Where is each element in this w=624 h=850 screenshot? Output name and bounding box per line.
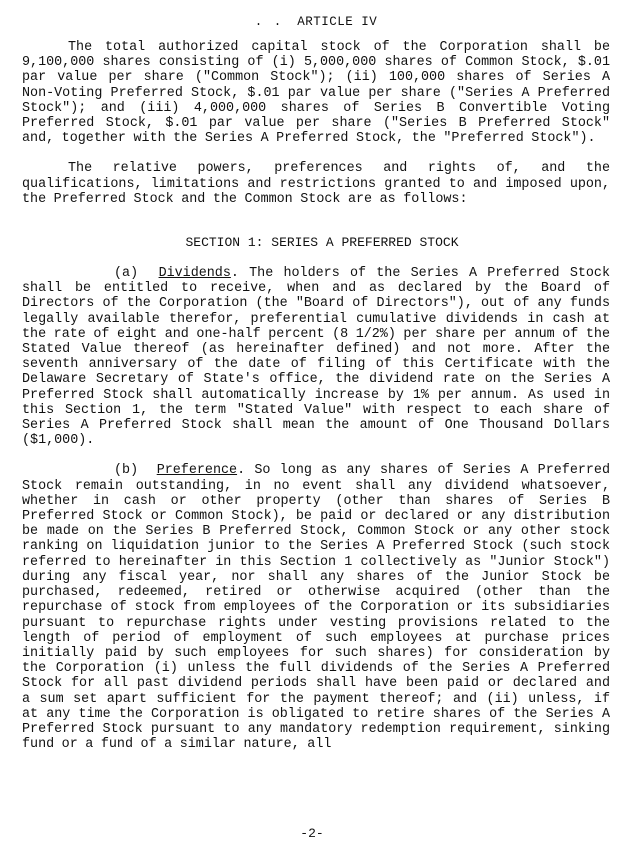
preference-label: (b)	[114, 463, 139, 479]
relative-powers-paragraph: The relative powers, preferences and rights of, and the qualifications, limitations and restrictions granted to and imposed upon, the Preferred Stock and the Common Stock are as follows:	[22, 161, 610, 207]
scan-marks: . .	[254, 15, 284, 29]
dividends-paragraph	[22, 266, 610, 448]
preference-text: . So long as any shares of Series A Preferred Stock remain outstanding, in no event shall any dividend whatsoever, whether in cash or other property (other than shares of Series B Preferred Stock or Common Stock), be paid or declared or any distribution be made on the Series B Preferred Stock, Common Stock or any other stock ranking on liquidation junior to the Series A Preferred Stock (such stock referred to hereinafter in this Section 1 collectively as "Junior Stock") during any fiscal year, nor shall any shares of the Junior Stock be purchased, redeemed, retired or otherwise acquired (other than the repurchase of stock from employees of the Corporation or its subsidiaries pursuant to repurchase rights under vesting provisions related to the length of period of employment of such employees at purchase prices initially paid by such employees for such shares) for consideration by the Corporation (i) unless the full dividends of the Series A Preferred Stock for all past dividend periods shall have been paid or declared and a sum set apart sufficient for the payment thereof; and (ii) unless, if at any time the Corporation is obligated to retire shares of the Series A Preferred Stock pursuant to any mandatory redemption requirement, sinking fund or a fund of a similar nature, all	[22, 463, 610, 753]
preference-heading: Preference	[156, 463, 238, 479]
article-heading	[22, 14, 610, 30]
capital-stock-paragraph: The total authorized capital stock of the Corporation shall be 9,100,000 shares consisting of (i) 5,000,000 shares of Common Stock, $.01 par value per share ("Common Stock"); (ii) 100,000 shares of Series A Non-Voting Preferred Stock, $.01 par value per share ("Series A Preferred Stock"); and (iii) 4,000,000 shares of Series B Convertible Voting Preferred Stock, $.01 par value per share ("Series B Preferred Stock" and, together with the Series A Preferred Stock, the "Preferred Stock").	[22, 40, 610, 147]
dividends-heading: Dividends	[158, 266, 231, 282]
article-title: ARTICLE IV	[297, 15, 378, 29]
page-number: -2-	[300, 826, 324, 841]
dividends-label: (a)	[114, 266, 139, 282]
preference-paragraph	[22, 463, 610, 752]
dividends-text: . The holders of the Series A Preferred Stock shall be entitled to receive, when and as declared by the Board of Directors of the Corporation (the "Board of Directors"), out of any funds legally available therefor, preferential cumulative dividends in cash at the rate of eight and one-half percent (8 1/2%) per share per annum of the Stated Value thereof (as hereinafter defined) and not more. After the seventh anniversary of the date of filing of this Certificate with the Delaware Secretary of State's office, the dividend rate on the Series A Preferred Stock shall automatically increase by 1% per annum. As used in this Section 1, the term "Stated Value" with respect to each share of Series A Preferred Stock shall mean the amount of One Thousand Dollars ($1,000).	[22, 266, 610, 449]
section-1-title: SECTION 1: SERIES A PREFERRED STOCK	[185, 235, 459, 251]
